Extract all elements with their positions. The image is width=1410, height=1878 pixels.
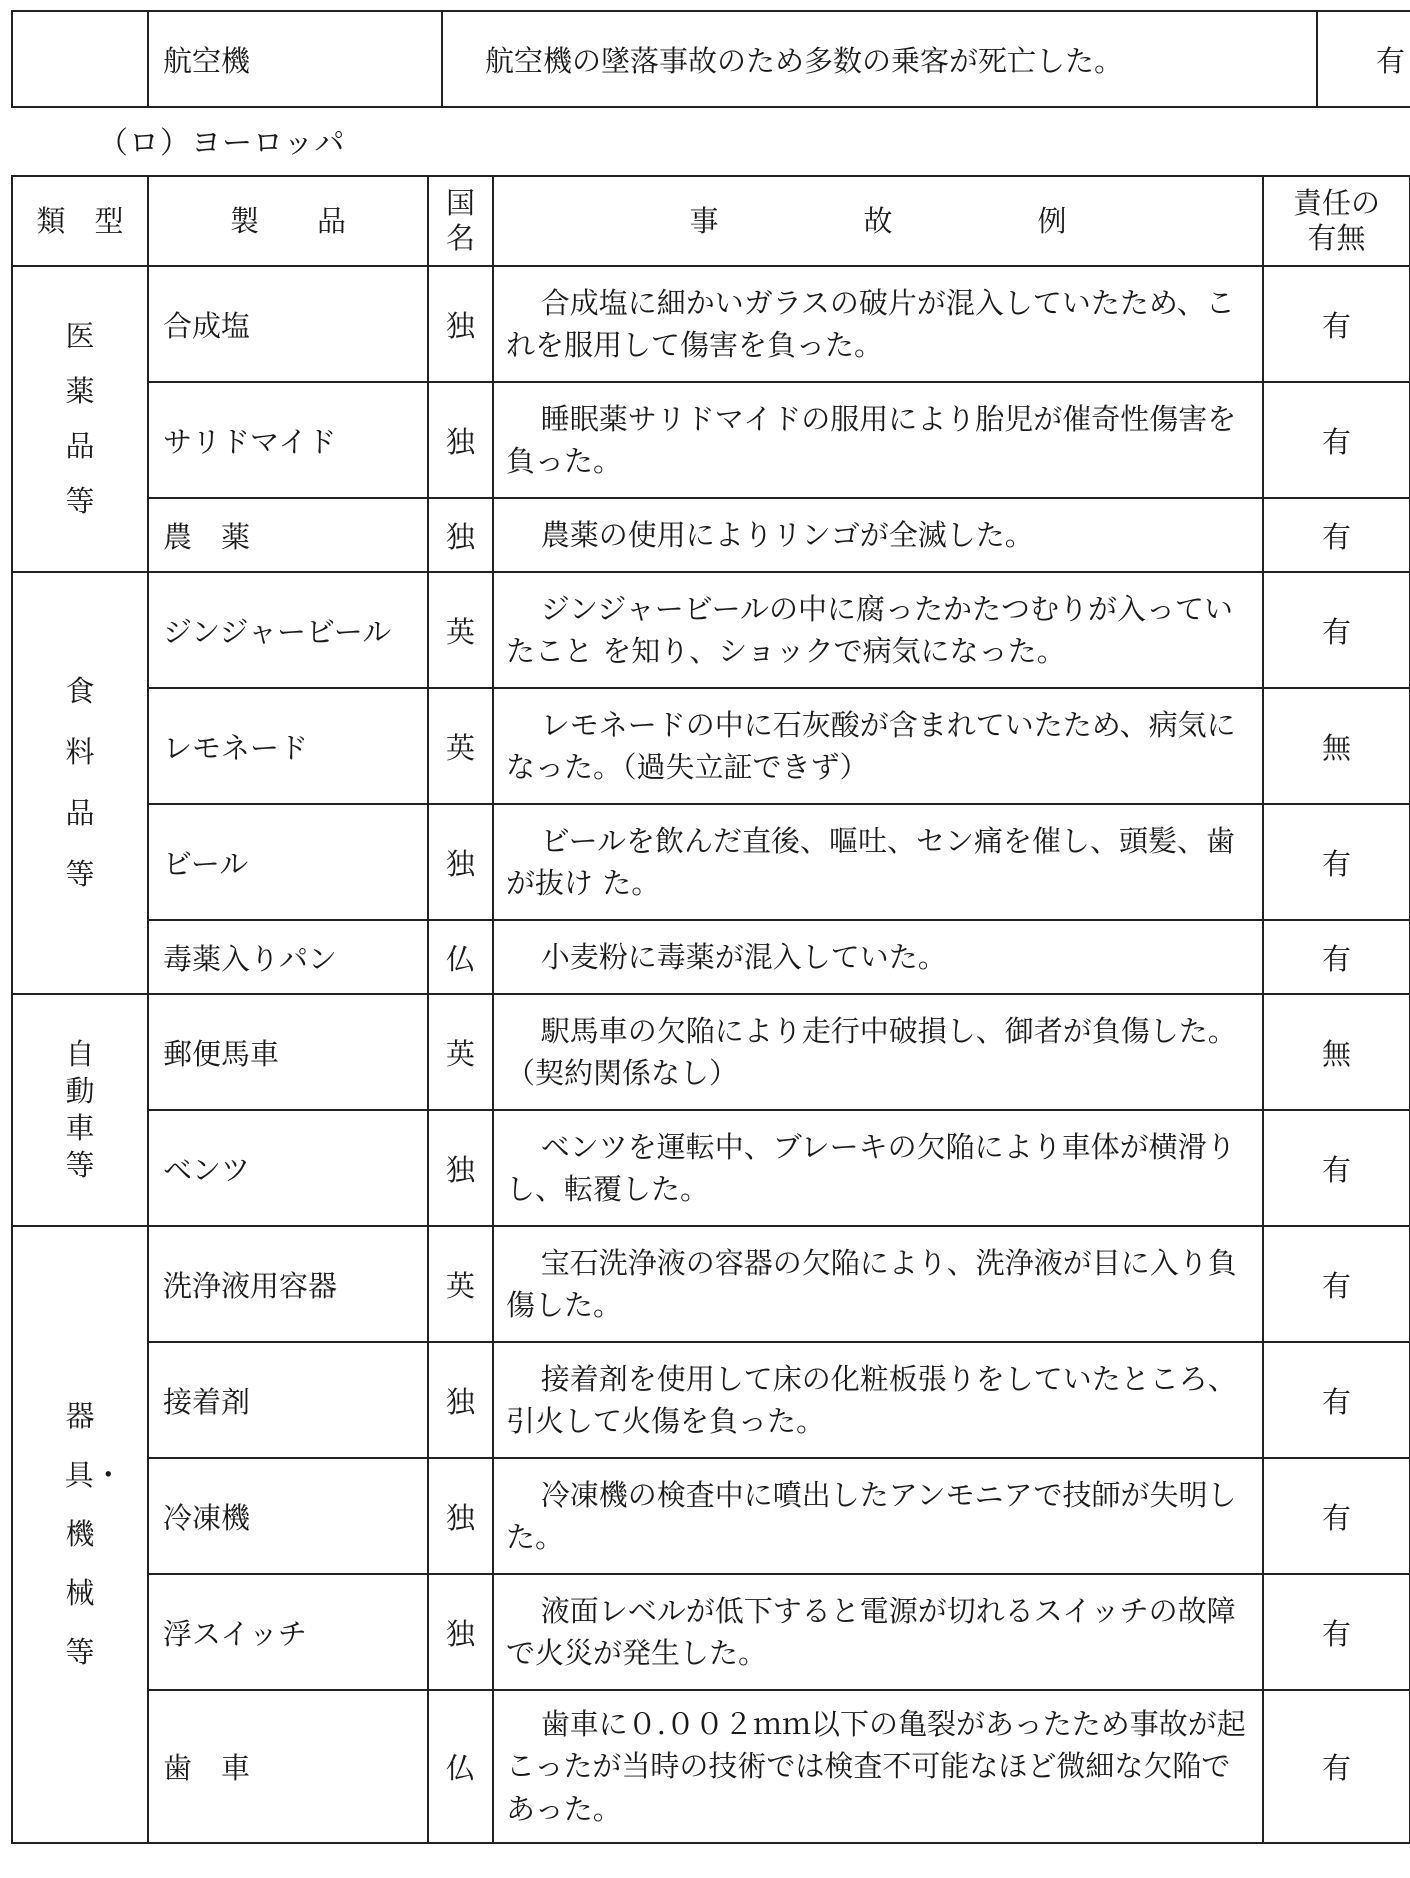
accident-cell: 液面レベルが低下すると電源が切れるスイッチの故障で火災が発生した。 (493, 1574, 1263, 1690)
table-row (12, 1226, 1410, 1342)
liability-cell: 有 (1263, 382, 1410, 498)
table-row (12, 1110, 1410, 1226)
header-row (12, 176, 1410, 266)
country-cell: 独 (428, 1458, 493, 1574)
country-cell: 独 (428, 266, 493, 382)
accident-cell: 駅馬車の欠陥により走行中破損し、御者が負傷した。（契約関係なし） (493, 994, 1263, 1110)
accident-cell: 歯車に０.００２ｍｍ以下の亀裂があったため事故が起こったが当時の技術では検査不可能なほど微細な欠陥であった。 (493, 1690, 1263, 1843)
accident-cell: 宝石洗浄液の容器の欠陥により、洗浄液が目に入り負傷した。 (493, 1226, 1263, 1342)
country-cell: 独 (428, 498, 493, 572)
accident-cell: ビールを飲んだ直後、嘔吐、セン痛を催し、頭髪、歯が抜け た。 (493, 804, 1263, 920)
header-product: 製 品 (148, 176, 428, 266)
header-liability: 責任の有無 (1263, 176, 1410, 266)
category-cell (12, 266, 148, 572)
country-cell: 仏 (428, 920, 493, 994)
category-label: 自動車等 (65, 1037, 95, 1182)
accident-cell: 冷凍機の検査中に噴出したアンモニアで技師が失明した。 (493, 1458, 1263, 1574)
table-row (12, 1574, 1410, 1690)
table-row (12, 11, 1410, 107)
product-cell: 冷凍機 (148, 1458, 428, 1574)
category-cell (12, 572, 148, 994)
category-cell (12, 1226, 148, 1843)
header-type: 類 型 (12, 176, 148, 266)
category-label: 器具・機械等 (64, 1399, 123, 1669)
liability-cell: 有 (1263, 804, 1410, 920)
product-cell: 洗浄液用容器 (148, 1226, 428, 1342)
europe-table (11, 175, 1410, 1844)
liability-cell: 有 (1263, 498, 1410, 572)
liability-cell: 無 (1263, 994, 1410, 1110)
country-cell: 独 (428, 1342, 493, 1458)
accident-cell: 航空機の墜落事故のため多数の乗客が死亡した。 (442, 11, 1317, 107)
table-row (12, 804, 1410, 920)
accident-cell: ベンツを運転中、ブレーキの欠陥により車体が横滑りし、転覆した。 (493, 1110, 1263, 1226)
liability-cell: 有 (1263, 1226, 1410, 1342)
accident-cell: 合成塩に細かいガラスの破片が混入していたため、これを服用して傷害を負った。 (493, 266, 1263, 382)
liability-cell: 有 (1263, 572, 1410, 688)
accident-cell: 農薬の使用によりリンゴが全滅した。 (493, 498, 1263, 572)
country-cell: 独 (428, 1110, 493, 1226)
accident-cell: ジンジャービールの中に腐ったかたつむりが入っていたこと を知り、ショックで病気になった。 (493, 572, 1263, 688)
country-cell: 独 (428, 382, 493, 498)
liability-cell: 有 (1263, 1342, 1410, 1458)
region-caption: （ロ）ヨーロッパ (98, 126, 346, 161)
table-row (12, 572, 1410, 688)
product-cell: 郵便馬車 (148, 994, 428, 1110)
accident-cell: 小麦粉に毒薬が混入していた。 (493, 920, 1263, 994)
liability-cell: 無 (1263, 688, 1410, 804)
product-cell: 接着剤 (148, 1342, 428, 1458)
header-country: 国名 (428, 176, 493, 266)
product-cell: 浮スイッチ (148, 1574, 428, 1690)
product-cell: レモネード (148, 688, 428, 804)
empty-type-cell (12, 11, 148, 107)
product-cell: サリドマイド (148, 382, 428, 498)
header-accident: 事 故 例 (493, 176, 1263, 266)
country-cell: 英 (428, 994, 493, 1110)
table-row (12, 266, 1410, 382)
liability-cell: 有 (1263, 1690, 1410, 1843)
country-cell: 独 (428, 804, 493, 920)
product-cell: ベンツ (148, 1110, 428, 1226)
product-cell: 毒薬入りパン (148, 920, 428, 994)
table-row (12, 1690, 1410, 1843)
product-cell: 航空機 (148, 11, 442, 107)
accident-cell: レモネードの中に石灰酸が含まれていたため、病気になった。（過失立証できず） (493, 688, 1263, 804)
table-row (12, 382, 1410, 498)
liability-cell: 有 (1263, 920, 1410, 994)
table-row (12, 498, 1410, 572)
product-cell: 農 薬 (148, 498, 428, 572)
liability-cell: 有 (1317, 11, 1410, 107)
country-cell: 仏 (428, 1690, 493, 1843)
country-cell: 英 (428, 688, 493, 804)
product-cell: 歯 車 (148, 1690, 428, 1843)
country-cell: 英 (428, 572, 493, 688)
product-cell: ビール (148, 804, 428, 920)
category-label: 医薬品等 (65, 319, 95, 518)
liability-cell: 有 (1263, 1574, 1410, 1690)
country-cell: 英 (428, 1226, 493, 1342)
accident-cell: 睡眠薬サリドマイドの服用により胎児が催奇性傷害を負った。 (493, 382, 1263, 498)
table-row (12, 1342, 1410, 1458)
top-table-fragment (11, 10, 1410, 108)
table-row (12, 1458, 1410, 1574)
liability-cell: 有 (1263, 266, 1410, 382)
liability-cell: 有 (1263, 1110, 1410, 1226)
table-row (12, 688, 1410, 804)
product-cell: 合成塩 (148, 266, 428, 382)
country-cell: 独 (428, 1574, 493, 1690)
category-label: 食料品等 (65, 674, 95, 891)
category-cell (12, 994, 148, 1226)
liability-cell: 有 (1263, 1458, 1410, 1574)
accident-cell: 接着剤を使用して床の化粧板張りをしていたところ、引火して火傷を負った。 (493, 1342, 1263, 1458)
table-row (12, 994, 1410, 1110)
table-row (12, 920, 1410, 994)
product-cell: ジンジャービール (148, 572, 428, 688)
